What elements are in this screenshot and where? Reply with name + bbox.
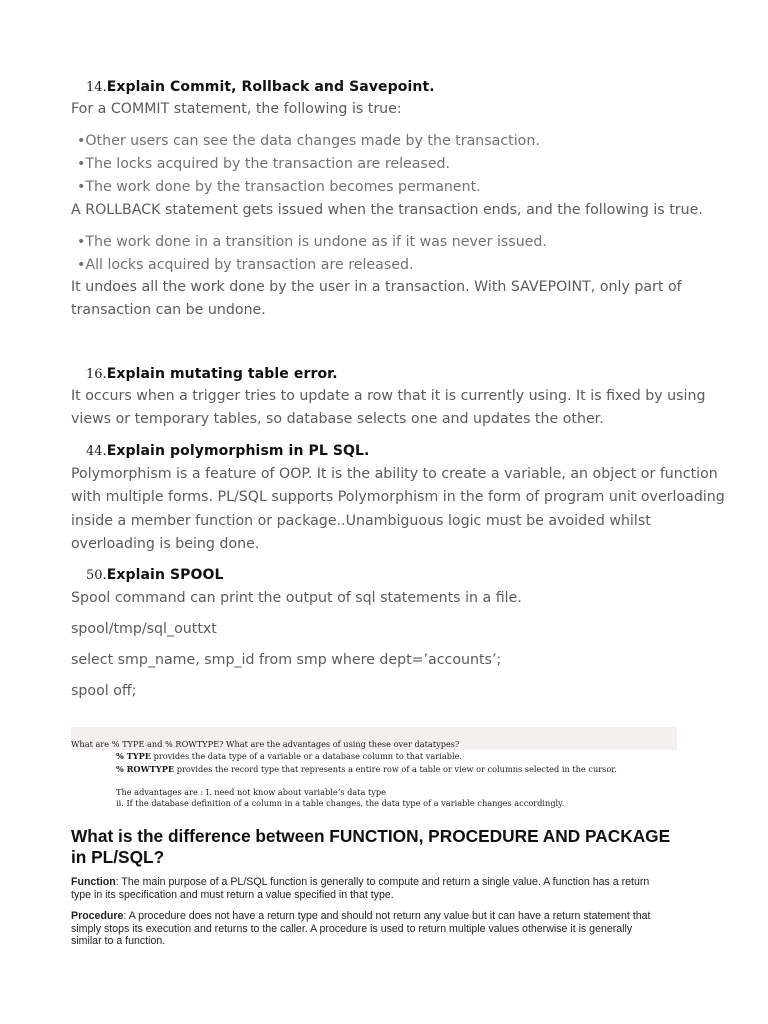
- mutating-paragraph: It occurs when a trigger tries to update a row that it is currently using. It is fixed by using views or temporary tables, so database selects one and updates the other.: [71, 388, 706, 428]
- spool-command-2: select smp_name, smp_id from smp where dept=’accounts’;: [71, 652, 502, 668]
- bullet-item: •All locks acquired by transaction are released.: [77, 257, 414, 273]
- question-44-heading: [86, 443, 369, 459]
- question-14-heading: [86, 79, 435, 95]
- rowtype-definition: % ROWTYPE provides the record type that represents a entire row of a table or view or columns selected in the cursor.: [116, 764, 617, 774]
- function-paragraph: Function: The main purpose of a PL/SQL function is generally to compute and return a single value. A function has a return type in its specification and must return a value specified in that type.: [71, 876, 650, 901]
- section-heading: What is the difference between FUNCTION, PROCEDURE AND PACKAGE in PL/SQL?: [71, 826, 671, 867]
- bullet-item: •The locks acquired by the transaction are released.: [77, 156, 451, 172]
- spool-command-1: spool/tmp/sql_outtxt: [71, 621, 217, 637]
- spool-intro: Spool command can print the output of sql statements in a file.: [71, 590, 522, 606]
- procedure-label: Procedure: [71, 910, 124, 922]
- bullet-item: •The work done in a transition is undone as if it was never issued.: [77, 234, 547, 250]
- procedure-paragraph: Procedure: A procedure does not have a return type and should not return any value but it can have a return statement that simply stops its execution and returns to the caller. A procedure is used to return multiple values otherwise it is generally similar to a function.: [71, 910, 651, 948]
- bullet-item: •The work done by the transaction becomes permanent.: [77, 179, 481, 195]
- rowtype-question: What are % TYPE and % ROWTYPE? What are the advantages of using these over datatypes?: [71, 739, 460, 749]
- type-definition: % TYPE provides the data type of a variable or a database column to that variable.: [116, 751, 463, 761]
- question-50-heading: [86, 567, 224, 583]
- rollback-intro: A ROLLBACK statement gets issued when the transaction ends, and the following is true.: [71, 202, 703, 218]
- question-title: Explain SPOOL: [106, 567, 224, 583]
- function-label: Function: [71, 876, 116, 888]
- advantage-1: The advantages are : I. need not know about variable’s data type: [116, 787, 387, 797]
- question-number: 50.: [86, 568, 107, 583]
- question-number: 44.: [86, 444, 107, 459]
- question-title: Explain polymorphism in PL SQL.: [106, 443, 370, 459]
- polymorphism-paragraph: Polymorphism is a feature of OOP. It is the ability to create a variable, an object or function with multiple forms. PL/SQL supports Polymorphism in the form of program unit overloading inside a member function or package..Unambiguous logic must be avoided whilst overloading is being done.: [71, 466, 725, 552]
- bullet-item: •Other users can see the data changes made by the transaction.: [77, 133, 540, 149]
- question-title: Explain mutating table error.: [106, 366, 338, 382]
- question-number: 16.: [86, 367, 107, 382]
- question-number: 14.: [86, 80, 107, 95]
- question-title: Explain Commit, Rollback and Savepoint.: [106, 79, 435, 95]
- spool-command-3: spool off;: [71, 683, 137, 699]
- savepoint-paragraph: It undoes all the work done by the user in a transaction. With SAVEPOINT, only part of transaction can be undone.: [71, 279, 682, 319]
- commit-intro: For a COMMIT statement, the following is true:: [71, 101, 402, 117]
- advantage-2: ii. If the database definition of a column in a table changes, the data type of a variable changes accordingly.: [116, 798, 565, 808]
- question-16-heading: [86, 366, 338, 382]
